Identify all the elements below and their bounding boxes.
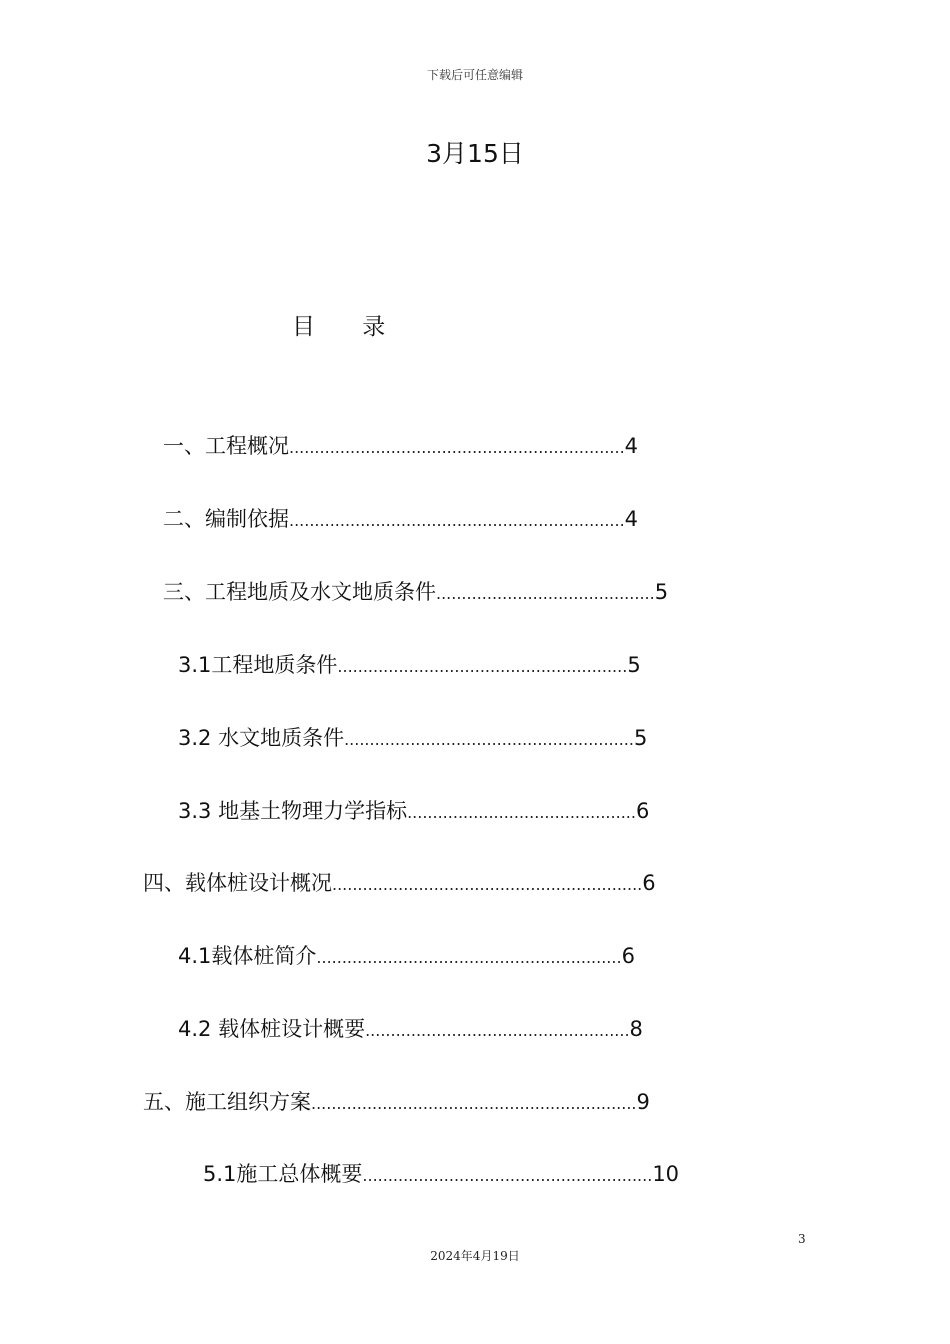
toc-leader-dots: ............................................................. [332,875,643,894]
toc-entry-3-1[interactable] [178,651,641,681]
toc-entry-prefix: 二、 [163,507,205,531]
toc-entry-prefix: 四、 [143,871,185,895]
toc-entry-prefix: 五、 [143,1090,185,1114]
toc-leader-dots: ............................................................ [316,948,622,967]
toc-entry-prefix: 3.1 [178,653,212,677]
toc-leader-dots: .................................................................. [289,438,625,457]
toc-entry-5[interactable] [143,1088,650,1118]
toc-entry-5-1[interactable] [203,1160,679,1190]
toc-entry-page: 5 [654,580,669,604]
toc-entry-4-1[interactable] [178,942,635,972]
toc-entry-3-2[interactable] [178,724,647,754]
toc-entry-3[interactable] [163,578,668,608]
page-footer: 2024年4月19日 [430,1249,520,1263]
toc-entry-3-3[interactable] [178,797,649,827]
toc-leader-dots: ........................................... [436,584,655,603]
toc-entry-page: 4 [624,434,639,458]
toc-entry-prefix: 4.2 [178,1017,219,1041]
toc-entry-label: 施工总体概要 [236,1162,363,1186]
toc-entry-4-2[interactable] [178,1015,643,1045]
toc-entry-prefix: 3.2 [178,726,219,750]
toc-entry-page: 5 [633,726,648,750]
toc-entry-label: 工程地质及水文地质条件 [205,580,436,604]
toc-entry-page: 9 [636,1090,650,1114]
toc-entry-page: 8 [629,1017,643,1041]
toc-leader-dots: ................................................................ [311,1094,637,1113]
toc-entry-label: 施工组织方案 [185,1090,311,1114]
toc-leader-dots: ......................................................... [337,657,628,676]
toc-entry-page: 5 [627,653,641,677]
page-header: 下载后可任意编辑 [426,68,523,82]
date-title: 3月15日 [426,139,524,168]
page-number: 3 [798,1232,806,1246]
toc-entry-page: 4 [624,507,639,531]
toc-entry-prefix: 三、 [163,580,205,604]
toc-entry-label: 载体桩设计概况 [185,871,332,895]
toc-entry-label: 编制依据 [205,507,289,531]
toc-entry-page: 6 [635,799,650,823]
toc-entry-page: 6 [621,944,635,968]
toc-entry-page: 10 [652,1162,680,1186]
toc-entry-4[interactable] [143,869,656,899]
toc-entry-label: 载体桩简介 [211,944,317,968]
toc-entry-label: 地基土物理力学指标 [218,799,408,823]
toc-entry-label: 水文地质条件 [218,726,345,750]
toc-leader-dots: .................................................... [365,1021,630,1040]
toc-entry-label: 工程地质条件 [211,653,338,677]
toc-leader-dots: .................................................................. [289,511,625,530]
toc-title: 目 录 [292,314,406,340]
toc-entry-page: 6 [642,871,656,895]
toc-leader-dots: ......................................................... [344,730,634,749]
toc-entry-label: 工程概况 [205,434,289,458]
toc-entry-label: 载体桩设计概要 [218,1017,366,1041]
toc-entry-prefix: 一、 [163,434,205,458]
toc-leader-dots: ......................................................... [362,1166,653,1185]
toc-leader-dots: ............................................. [407,803,636,822]
toc-entry-prefix: 3.3 [178,799,219,823]
toc-entry-prefix: 4.1 [178,944,212,968]
toc-entry-1[interactable] [163,432,638,462]
toc-entry-prefix: 5.1 [203,1162,237,1186]
toc-entry-2[interactable] [163,505,638,535]
